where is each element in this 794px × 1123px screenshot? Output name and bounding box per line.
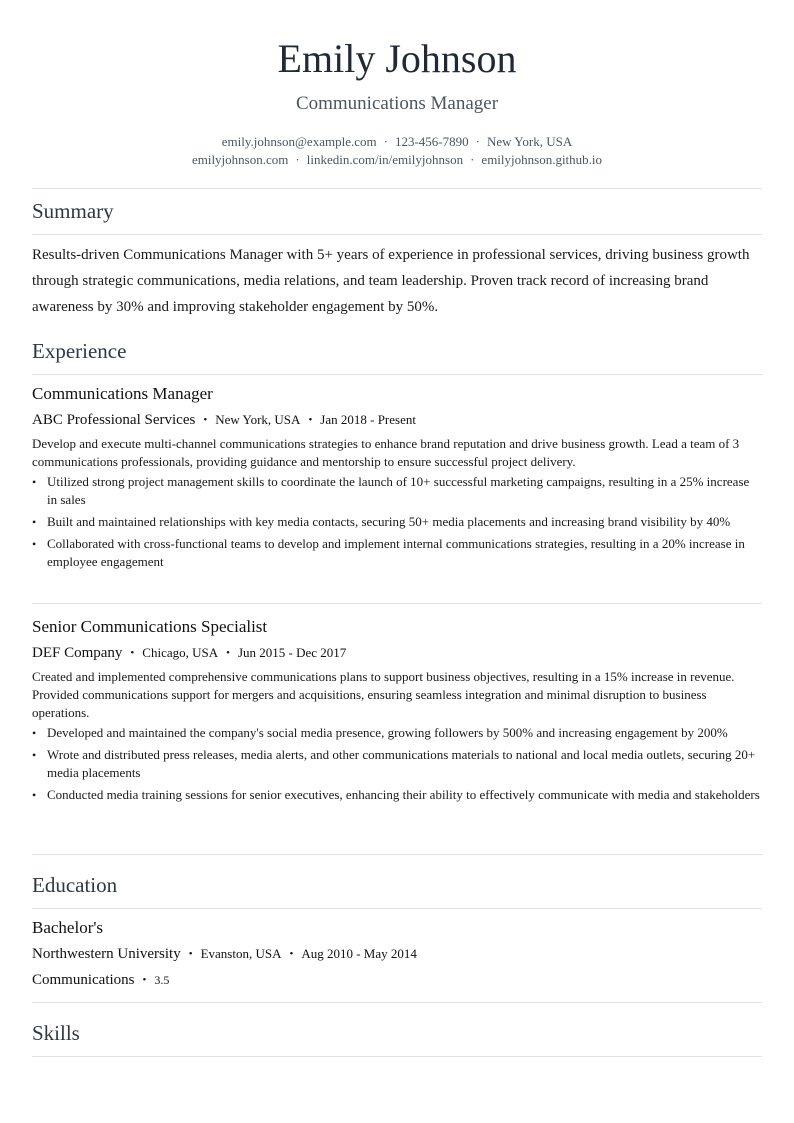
bullet-dot: • — [32, 475, 37, 489]
bullet-dot: • — [32, 726, 37, 740]
school-location: Evanston, USA — [200, 946, 282, 961]
achievement-text: Conducted media training sessions for senior executives, enhancing their ability to effectively communicate with media and stakeholders — [47, 787, 760, 802]
section-heading-summary: Summary — [32, 199, 114, 223]
list-item — [32, 513, 762, 531]
job-description: Develop and execute multi-channel communications strategies to enhance brand reputation and drive business growth. Lead a team of 3 communications professionals, providing guidance and mentorship to ensure successful project delivery. — [32, 436, 740, 469]
list-item — [32, 786, 762, 804]
achievement-text: Collaborated with cross-functional teams to develop and implement internal communications strategies, resulting in a 20% increase in employee engagement — [47, 536, 745, 569]
contact-row-primary — [0, 133, 794, 151]
job-description: Created and implemented comprehensive communications plans to support business objectives, resulting in a 15% increase in revenue. Provided communications support for mergers and acquisitions, ensuring seamless integration and minimal disruption to business operations. — [32, 669, 735, 720]
job-title: Senior Communications Specialist — [32, 617, 268, 636]
study-field-row — [32, 970, 762, 991]
company-name: ABC Professional Services — [32, 412, 196, 428]
email-link[interactable]: emily.johnson@example.com — [221, 134, 377, 149]
achievement-list — [32, 473, 762, 571]
job-location: Chicago, USA — [142, 645, 219, 660]
job-divider — [32, 603, 762, 604]
job-meta — [32, 410, 762, 431]
job-meta — [32, 643, 762, 664]
list-item — [32, 746, 762, 782]
education-end-divider — [32, 1002, 762, 1003]
bullet-dot: • — [32, 515, 37, 529]
summary-divider — [32, 234, 762, 235]
job-entry — [32, 616, 762, 808]
meta-bullet: • — [308, 414, 313, 426]
meta-bullet: • — [203, 414, 208, 426]
achievement-text: Utilized strong project management skills to coordinate the launch of 10+ successful marketing campaigns, resulting in a 25% increase in sales — [47, 474, 750, 507]
contact-separator: · — [295, 152, 300, 167]
achievement-text: Built and maintained relationships with key media contacts, securing 50+ media placements and increasing brand visibility by 40% — [47, 514, 731, 529]
meta-bullet: • — [130, 647, 135, 659]
degree-name: Bachelor's — [32, 918, 104, 937]
job-dates: Jan 2018 - Present — [320, 412, 416, 427]
job-entry — [32, 383, 762, 575]
skills-divider — [32, 1056, 762, 1057]
job-title: Communications Manager — [32, 384, 213, 403]
website-link[interactable]: emilyjohnson.com — [191, 152, 289, 167]
phone-number[interactable]: 123-456-7890 — [394, 134, 469, 149]
candidate-title: Communications Manager — [295, 93, 499, 114]
contact-separator: · — [383, 134, 388, 149]
achievement-text: Developed and maintained the company's social media presence, growing followers by 500% and increasing engagement by 200% — [47, 725, 728, 740]
job-location: New York, USA — [215, 412, 301, 427]
list-item — [32, 724, 762, 742]
job-dates: Jun 2015 - Dec 2017 — [237, 645, 347, 660]
achievement-text: Wrote and distributed press releases, media alerts, and other communications materials to national and local media outlets, securing 20+ media placements — [47, 747, 756, 780]
meta-bullet: • — [142, 974, 147, 986]
meta-bullet: • — [226, 647, 230, 659]
contact-row-secondary — [0, 151, 794, 169]
linkedin-link[interactable]: linkedin.com/in/emilyjohnson — [306, 152, 464, 167]
experience-divider — [32, 374, 762, 375]
school-name: Northwestern University — [32, 946, 181, 962]
bullet-dot: • — [32, 748, 37, 762]
section-heading-experience: Experience — [32, 339, 127, 363]
contact-separator: · — [470, 152, 475, 167]
education-meta — [32, 944, 762, 965]
achievement-list — [32, 724, 762, 804]
list-item — [32, 473, 762, 509]
resume-header — [0, 0, 794, 169]
bullet-dot: • — [32, 788, 37, 802]
education-dates: Aug 2010 - May 2014 — [301, 946, 417, 961]
education-divider — [32, 908, 762, 909]
list-item — [32, 535, 762, 571]
github-link[interactable]: emilyjohnson.github.io — [481, 152, 603, 167]
summary-text: Results-driven Communications Manager with 5+ years of experience in professional services, driving business growth through strategic communications, media relations, and team leadership. Proven track record of increasing brand awareness by 30% and improving stakeholder engagement by 50%. — [32, 247, 750, 315]
education-entry — [32, 917, 762, 991]
meta-bullet: • — [289, 948, 294, 960]
candidate-name: Emily Johnson — [277, 36, 517, 81]
bullet-dot: • — [32, 537, 37, 551]
experience-end-divider — [32, 854, 762, 855]
contact-separator: · — [475, 134, 480, 149]
header-divider — [32, 188, 762, 189]
study-field: Communications — [32, 972, 135, 988]
section-heading-education: Education — [32, 873, 118, 897]
meta-bullet: • — [188, 948, 193, 960]
gpa-value: 3.5 — [154, 973, 170, 987]
company-name: DEF Company — [32, 645, 123, 661]
section-heading-skills: Skills — [32, 1021, 80, 1045]
location-text: New York, USA — [486, 134, 573, 149]
